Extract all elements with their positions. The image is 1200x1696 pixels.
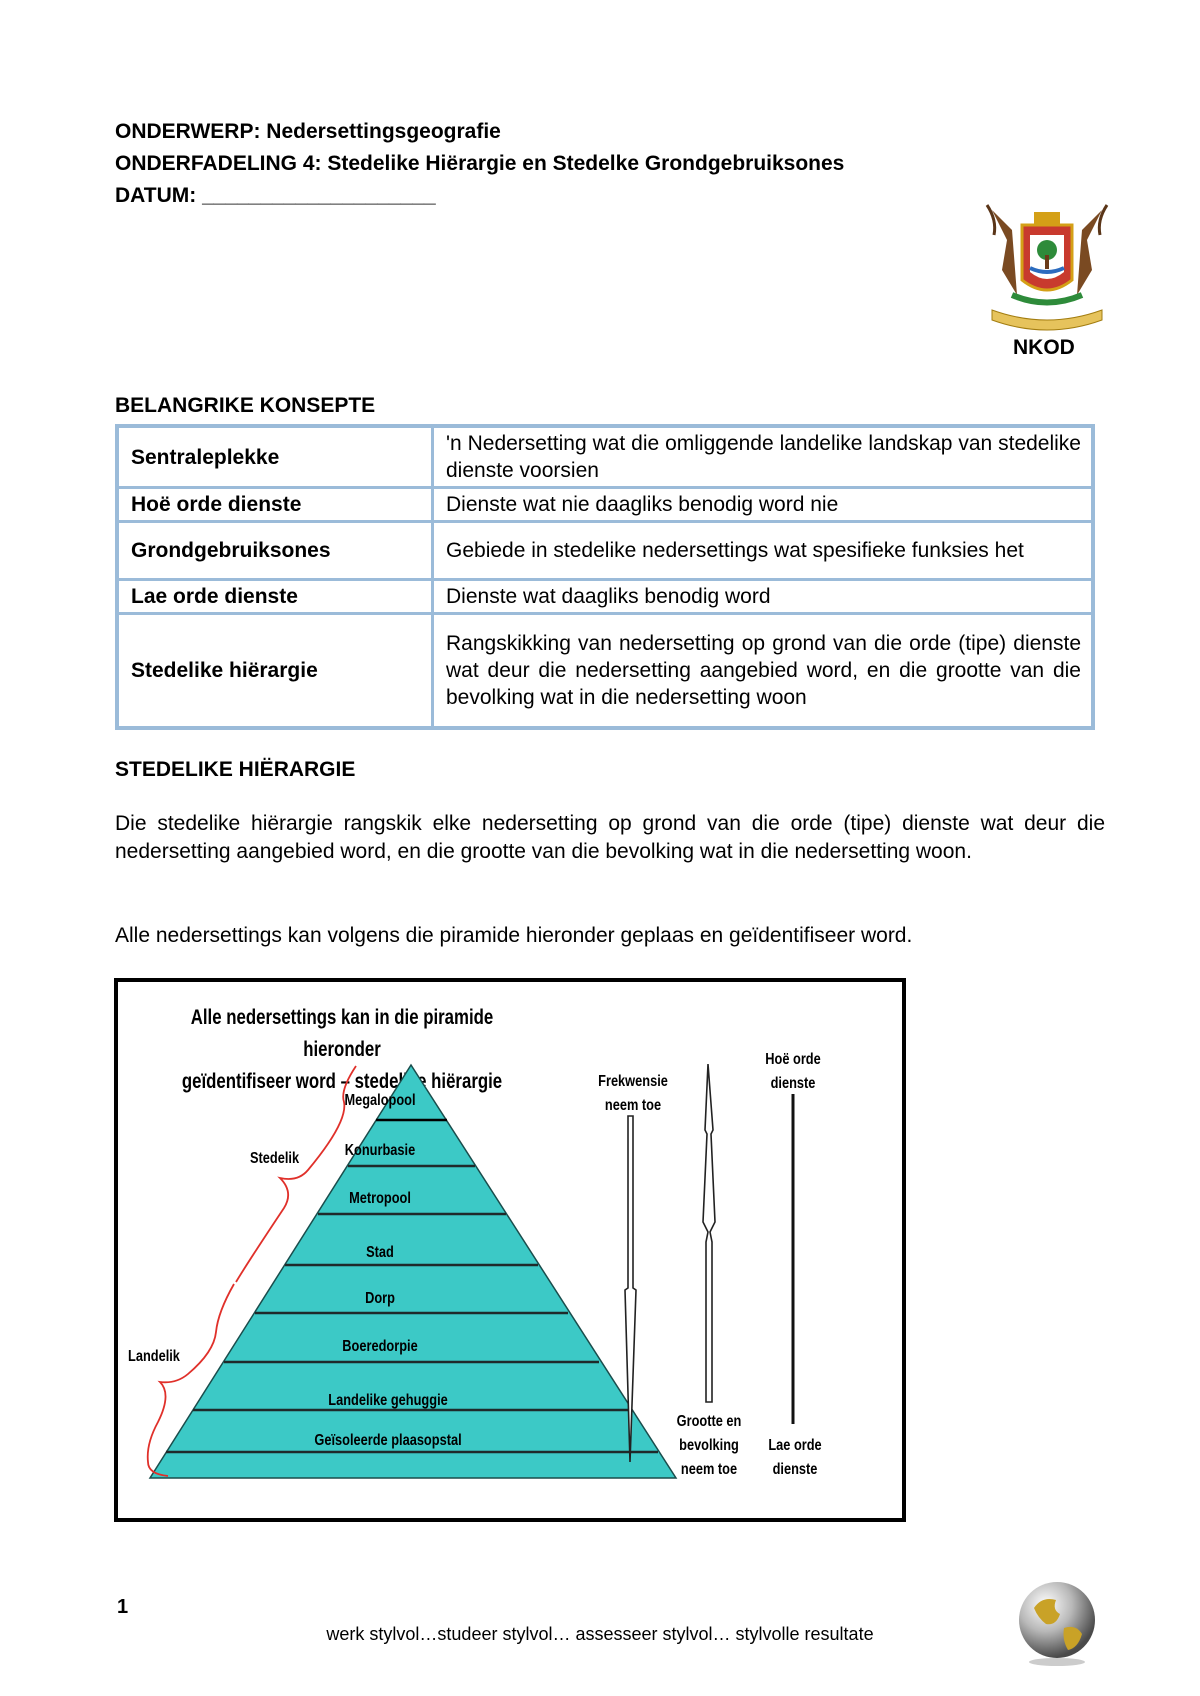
page-number: 1: [117, 1596, 129, 1618]
high-order-label-line-2: dienste: [770, 1075, 816, 1092]
concepts-heading: BELANGRIKE KONSEPTE: [115, 394, 376, 417]
size-label-line-2: bevolking: [679, 1437, 739, 1454]
high-order-label-line-1: Hoë orde: [765, 1051, 821, 1068]
term-cell: Stedelike hiërargie: [117, 614, 433, 728]
table-row: [117, 522, 1093, 580]
rural-label: Landelik: [128, 1348, 180, 1365]
pyramid-shape: [150, 1065, 676, 1478]
frequency-label-line-1: Frekwensie: [598, 1073, 668, 1090]
frequency-label: [597, 1070, 669, 1118]
table-row: [117, 614, 1093, 728]
frequency-label-line-2: neem toe: [604, 1097, 662, 1114]
document-header: [115, 116, 844, 212]
low-order-label-line-1: Lae orde: [768, 1437, 822, 1454]
level-megalopool: Megalopool: [344, 1092, 416, 1109]
level-boeredorpie: Boeredorpie: [342, 1338, 418, 1355]
concepts-table: [115, 424, 1095, 730]
figure-title-line-1: Alle nedersettings kan in die piramide hieronder: [190, 1006, 494, 1061]
term-cell: Hoë orde dienste: [117, 488, 433, 522]
size-label-line-1: Grootte en: [676, 1413, 742, 1430]
hierarchy-figure: [114, 978, 906, 1522]
figure-title-line-2: geïdentifiseer word – stedelike hiërargie: [181, 1070, 503, 1093]
date-line: DATUM: ____________________: [115, 184, 436, 207]
low-order-label: [759, 1434, 831, 1482]
hierarchy-paragraph: Die stedelike hiërargie rangskik elke nedersetting op grond van die orde (tipe) dienste wat deur die nedersetting aangebied word, en die grootte van die bevolking wat in die nedersetting woon.: [115, 812, 1105, 863]
definition-cell: Rangskikking van nedersetting op grond van die orde (tipe) dienste wat deur die nedersetting aangebied word, en die grootte van die bevolking wat in die nedersetting woon: [433, 614, 1094, 728]
definition-cell: Dienste wat nie daagliks benodig word nie: [433, 488, 1094, 522]
size-label: [673, 1410, 745, 1482]
table-row: [117, 580, 1093, 614]
low-order-label-line-2: dienste: [772, 1461, 818, 1478]
subsection-line: ONDERFADELING 4: Stedelike Hiërargie en Stedelke Grondgebruiksones: [115, 152, 845, 175]
level-dorp: Dorp: [365, 1290, 395, 1307]
term-cell: Sentraleplekke: [117, 426, 433, 488]
definition-cell: Gebiede in stedelike nedersettings wat spesifieke funksies het: [433, 522, 1094, 580]
term-cell: Lae orde dienste: [117, 580, 433, 614]
level-plaasopstal: Geïsoleerde plaasopstal: [314, 1432, 462, 1449]
term-cell: Grondgebruiksones: [117, 522, 433, 580]
table-row: [117, 426, 1093, 488]
footer-slogan: werk stylvol…studeer stylvol… assesseer stylvol… stylvolle resultate: [326, 1624, 874, 1644]
urban-label: Stedelik: [250, 1150, 300, 1167]
level-konurbasie: Konurbasie: [344, 1142, 416, 1159]
pyramid-intro-paragraph: Alle nedersettings kan volgens die piramide hieronder geplaas en geïdentifiseer word.: [115, 924, 913, 947]
level-metropool: Metropool: [349, 1190, 411, 1207]
definition-cell: Dienste wat daagliks benodig word: [433, 580, 1094, 614]
size-label-line-3: neem toe: [680, 1461, 738, 1478]
level-stad: Stad: [366, 1244, 394, 1261]
subject-line: ONDERWERP: Nedersettingsgeografie: [115, 120, 501, 143]
department-label: NKOD: [1013, 336, 1075, 359]
table-row: [117, 488, 1093, 522]
coat-of-arms-logo: [972, 200, 1122, 340]
definition-cell: 'n Nedersetting wat die omliggende landelike landskap van stedelike dienste voorsien: [433, 426, 1094, 488]
high-order-label: [757, 1048, 829, 1096]
level-landelike-gehuggie: Landelike gehuggie: [328, 1392, 448, 1409]
hierarchy-heading: STEDELIKE HIËRARGIE: [115, 758, 356, 781]
size-arrow: [703, 1064, 715, 1402]
globe-icon: [1012, 1578, 1102, 1668]
